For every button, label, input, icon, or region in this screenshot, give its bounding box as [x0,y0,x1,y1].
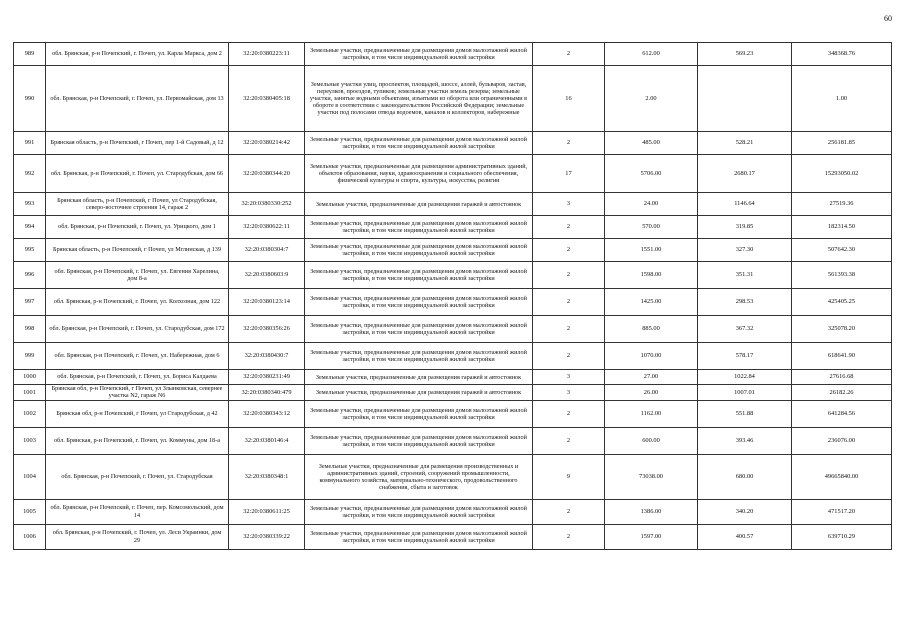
specific-value-cell: 578.17 [698,343,792,370]
address-cell: обл. Брянская, р-н Почепский, г. Почеп, ул. Стародубская [46,454,229,499]
cadastral-number-cell: 32:20:0380304:7 [229,239,305,262]
table-row [14,524,892,549]
land-use-purpose-cell: Земельные участки, предназначенные для размещения гаражей и автостоянок [305,193,533,216]
specific-value-cell: 569.23 [698,43,792,66]
row-number: 1004 [14,454,46,499]
table-row [14,316,892,343]
group-code-cell: 2 [533,400,605,427]
specific-value-cell: 1022.84 [698,370,792,385]
cadastral-number-cell: 32:20:0380603:9 [229,262,305,289]
area-cell: 24.00 [605,193,698,216]
cadastral-value-cell: 27616.68 [792,370,892,385]
row-number: 998 [14,316,46,343]
row-number: 1000 [14,370,46,385]
area-cell: 885.00 [605,316,698,343]
table-row [14,193,892,216]
address-cell: обл. Брянская, р-н Почепский, г. Почеп, ул. Стародубская, дом 66 [46,155,229,193]
cadastral-value-cell: 471517.20 [792,499,892,524]
table-row [14,132,892,155]
specific-value-cell: 551.88 [698,400,792,427]
row-number: 993 [14,193,46,216]
table-row [14,216,892,239]
land-use-purpose-cell: Земельные участки улиц, проспектов, площадей, шоссе, аллей, бульваров, застав, переулков, проездов, тупиков; земельные участки земель резерва; земельные участки, занятые водными объектами, изъятыми из оборота или ограниченными в обороте в соответствии с законодательством Российской Федерации; земельные участки под полосами отвода водоемов, каналов и коллекторов, набережные [305,66,533,132]
area-cell: 1386.00 [605,499,698,524]
group-code-cell: 2 [533,239,605,262]
specific-value-cell: 319.85 [698,216,792,239]
address-cell: обл. Брянская, р-н Почепский, г. Почеп, ул. Бориса Калдаева [46,370,229,385]
cadastral-number-cell: 32:20:0380146:4 [229,427,305,454]
cadastral-number-cell: 32:20:0380330:252 [229,193,305,216]
area-cell: 570.00 [605,216,698,239]
area-cell: 1551.00 [605,239,698,262]
row-number: 999 [14,343,46,370]
group-code-cell: 2 [533,132,605,155]
specific-value-cell: 298.53 [698,289,792,316]
specific-value-cell: 367.32 [698,316,792,343]
row-number: 1006 [14,524,46,549]
address-cell: обл. Брянская, р-н Почепский, г. Почеп, ул. Колхозная, дом 122 [46,289,229,316]
land-use-purpose-cell: Земельные участки, предназначенные для размещения производственных и административных зданий, строений, сооружений промышленности, коммунального хозяйства, материально-технического, продовольственного снабжения, сбыта и заготовок [305,454,533,499]
row-number: 992 [14,155,46,193]
row-number: 997 [14,289,46,316]
cadastral-number-cell: 32:20:0380123:14 [229,289,305,316]
land-use-purpose-cell: Земельные участки, предназначенные для размещения домов малоэтажной жилой застройки, в том числе индивидуальной жилой застройки [305,427,533,454]
specific-value-cell: 340.20 [698,499,792,524]
address-cell: обл. Брянская, р-н Почепский, г. Почеп, ул. Стародубская, дом 172 [46,316,229,343]
group-code-cell: 3 [533,193,605,216]
table-row [14,427,892,454]
cadastral-value-cell: 49665840.00 [792,454,892,499]
cadastral-value-cell: 325078.20 [792,316,892,343]
cadastral-value-cell: 256181.85 [792,132,892,155]
land-use-purpose-cell: Земельные участки, предназначенные для размещения домов малоэтажной жилой застройки, в том числе индивидуальной жилой застройки [305,216,533,239]
row-number: 1005 [14,499,46,524]
cadastral-number-cell: 32:20:0380231:49 [229,370,305,385]
address-cell: Брянская область, р-н Почепский, г Почеп, ул Стародубская, северо-восточнее строения 14, гараж 2 [46,193,229,216]
cadastral-value-cell: 27519.36 [792,193,892,216]
table-row [14,370,892,385]
land-use-purpose-cell: Земельные участки, предназначенные для размещения домов малоэтажной жилой застройки, в том числе индивидуальной жилой застройки [305,400,533,427]
land-use-purpose-cell: Земельные участки, предназначенные для размещения гаражей и автостоянок [305,370,533,385]
cadastral-value-cell: 425405.25 [792,289,892,316]
group-code-cell: 2 [533,289,605,316]
page-number: 60 [884,14,892,23]
table-row [14,454,892,499]
address-cell: обл. Брянская, р-н Почепский, г. Почеп, ул. Коммуны, дом 18-а [46,427,229,454]
row-number: 991 [14,132,46,155]
area-cell: 5706.00 [605,155,698,193]
table-row [14,262,892,289]
land-use-purpose-cell: Земельные участки, предназначенные для размещения домов малоэтажной жилой застройки, в том числе индивидуальной жилой застройки [305,316,533,343]
group-code-cell: 2 [533,499,605,524]
cadastral-number-cell: 32:20:0380430:7 [229,343,305,370]
group-code-cell: 2 [533,316,605,343]
cadastral-value-cell: 182314.50 [792,216,892,239]
cadastral-value-table [13,42,892,550]
table-row [14,239,892,262]
area-cell: 600.00 [605,427,698,454]
group-code-cell: 2 [533,427,605,454]
address-cell: обл. Брянская, р-н Почепский, г. Почеп, ул. Евгения Харелина, дом 8-а [46,262,229,289]
cadastral-number-cell: 32:20:0380405:18 [229,66,305,132]
cadastral-value-cell: 639710.29 [792,524,892,549]
row-number: 996 [14,262,46,289]
cadastral-value-cell: 641284.56 [792,400,892,427]
area-cell: 27.00 [605,370,698,385]
table-row [14,155,892,193]
cadastral-value-cell: 26182.26 [792,385,892,401]
specific-value-cell: 351.31 [698,262,792,289]
cadastral-number-cell: 32:20:0380339:22 [229,524,305,549]
address-cell: обл. Брянская, р-н Почепский, г. Почеп, ул. Урицкого, дом 1 [46,216,229,239]
land-use-purpose-cell: Земельные участки, предназначенные для размещения домов малоэтажной жилой застройки, в том числе индивидуальной жилой застройки [305,239,533,262]
table-row [14,43,892,66]
group-code-cell: 16 [533,66,605,132]
cadastral-number-cell: 32:20:0380214:42 [229,132,305,155]
address-cell: обл. Брянская, р-н Почепский, г. Почеп, пер. Комсомольский, дом 14 [46,499,229,524]
cadastral-value-cell: 348368.76 [792,43,892,66]
cadastral-number-cell: 32:20:0380223:11 [229,43,305,66]
area-cell: 1070.00 [605,343,698,370]
specific-value-cell: 1146.64 [698,193,792,216]
row-number: 990 [14,66,46,132]
land-use-purpose-cell: Земельные участки, предназначенные для размещения административных зданий, объектов образования, науки, здравоохранения и социального обеспечения, физической культуры и спорта, культуры, искусства, религии [305,155,533,193]
group-code-cell: 9 [533,454,605,499]
area-cell: 1425.00 [605,289,698,316]
table-row [14,343,892,370]
specific-value-cell: 1007.01 [698,385,792,401]
row-number: 1002 [14,400,46,427]
group-code-cell: 2 [533,43,605,66]
specific-value-cell: 400.57 [698,524,792,549]
table-row [14,289,892,316]
area-cell: 1598.00 [605,262,698,289]
cadastral-number-cell: 32:20:0380344:20 [229,155,305,193]
group-code-cell: 2 [533,524,605,549]
cadastral-number-cell: 32:20:0380343:12 [229,400,305,427]
land-use-purpose-cell: Земельные участки, предназначенные для размещения домов малоэтажной жилой застройки, в том числе индивидуальной жилой застройки [305,262,533,289]
land-use-purpose-cell: Земельные участки, предназначенные для размещения гаражей и автостоянок [305,385,533,401]
specific-value-cell: 327.30 [698,239,792,262]
land-use-purpose-cell: Земельные участки, предназначенные для размещения домов малоэтажной жилой застройки, в том числе индивидуальной жилой застройки [305,343,533,370]
address-cell: Брянская обл, р-н Почепский, г Почеп, ул Злынковская, северн​ее участка N2, гараж N6 [46,385,229,401]
group-code-cell: 2 [533,216,605,239]
area-cell: 73038.00 [605,454,698,499]
row-number: 1003 [14,427,46,454]
group-code-cell: 17 [533,155,605,193]
cadastral-value-cell: 618641.90 [792,343,892,370]
cadastral-value-cell: 561393.38 [792,262,892,289]
address-cell: обл. Брянская, р-н Почепский, г. Почеп, ул. Первомайская, дом 13 [46,66,229,132]
cadastral-value-cell: 1.00 [792,66,892,132]
land-use-purpose-cell: Земельные участки, предназначенные для размещения домов малоэтажной жилой застройки, в том числе индивидуальной жилой застройки [305,524,533,549]
area-cell: 1597.00 [605,524,698,549]
address-cell: обл. Брянская, р-н Почепский, г. Почеп, ул. Набережная, дом 6 [46,343,229,370]
land-use-purpose-cell: Земельные участки, предназначенные для размещения домов малоэтажной жилой застройки, в том числе индивидуальной жилой застройки [305,43,533,66]
specific-value-cell: 393.46 [698,427,792,454]
area-cell: 485.00 [605,132,698,155]
area-cell: 26.00 [605,385,698,401]
area-cell: 1162.00 [605,400,698,427]
cadastral-value-cell: 236076.00 [792,427,892,454]
group-code-cell: 2 [533,262,605,289]
specific-value-cell: 2680.17 [698,155,792,193]
area-cell: 2.00 [605,66,698,132]
table-row [14,385,892,401]
cadastral-number-cell: 32:20:0380340:479 [229,385,305,401]
cadastral-number-cell: 32:20:0380356:26 [229,316,305,343]
land-use-purpose-cell: Земельные участки, предназначенные для размещения домов малоэтажной жилой застройки, в том числе индивидуальной жилой застройки [305,289,533,316]
table-row [14,66,892,132]
specific-value-cell [698,66,792,132]
address-cell: Брянская область, р-н Почепский, г Почеп, пер 1-й Садовый, д 12 [46,132,229,155]
specific-value-cell: 528.21 [698,132,792,155]
row-number: 994 [14,216,46,239]
group-code-cell: 3 [533,370,605,385]
group-code-cell: 3 [533,385,605,401]
cadastral-number-cell: 32:20:0380622:11 [229,216,305,239]
cadastral-number-cell: 32:20:0380348:1 [229,454,305,499]
row-number: 995 [14,239,46,262]
row-number: 1001 [14,385,46,401]
address-cell: Брянская обл, р-н Почепский, г Почеп, ул Стародубская, д 42 [46,400,229,427]
specific-value-cell: 680.00 [698,454,792,499]
row-number: 989 [14,43,46,66]
table-row [14,400,892,427]
area-cell: 612.00 [605,43,698,66]
cadastral-value-cell: 507642.30 [792,239,892,262]
address-cell: обл. Брянская, р-н Почепский, г. Почеп, ул. Леси Украинки, дом 29 [46,524,229,549]
land-use-purpose-cell: Земельные участки, предназначенные для размещения домов малоэтажной жилой застройки, в том числе индивидуальной жилой застройки [305,499,533,524]
cadastral-value-cell: 15293050.02 [792,155,892,193]
land-use-purpose-cell: Земельные участки, предназначенные для размещения домов малоэтажной жилой застройки, в том числе индивидуальной жилой застройки [305,132,533,155]
address-cell: Брянская область, р-н Почепский, г Почеп, ул Мглинская, д 139 [46,239,229,262]
table-row [14,499,892,524]
cadastral-number-cell: 32:20:0380611:25 [229,499,305,524]
address-cell: обл. Брянская, р-н Почепский, г. Почеп, ул. Карла Маркса, дом 2 [46,43,229,66]
group-code-cell: 2 [533,343,605,370]
